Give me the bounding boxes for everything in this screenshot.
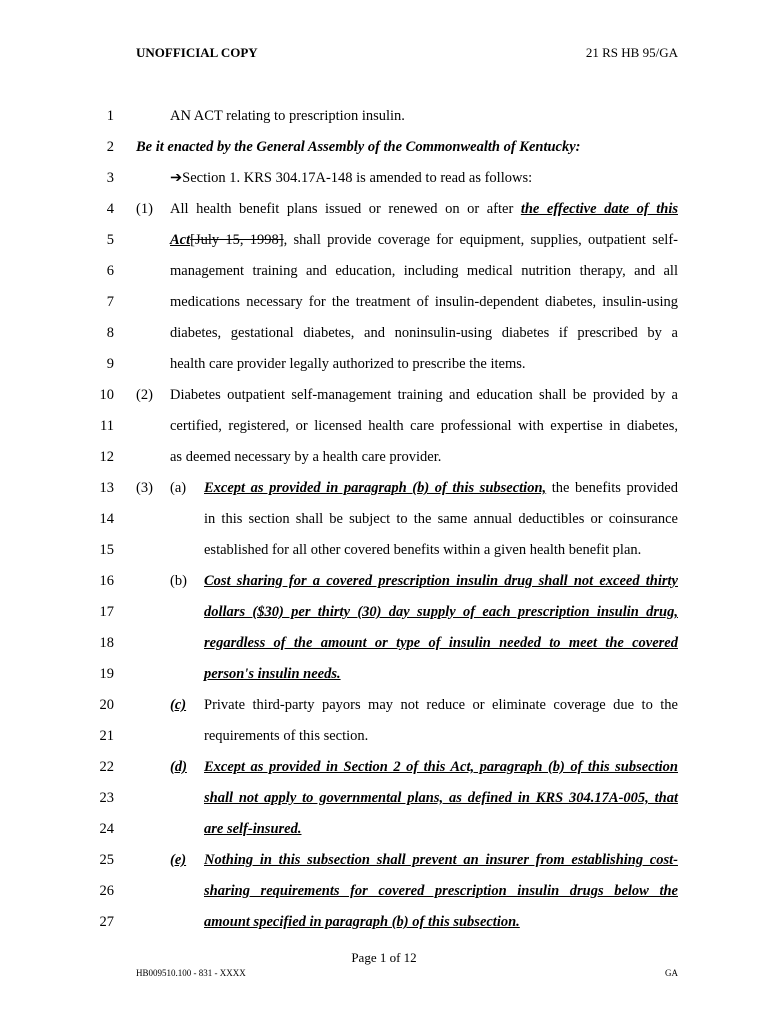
subsection-marker: (3) [136, 480, 153, 496]
document-line [0, 260, 768, 282]
line-number: 17 [99, 604, 114, 620]
line-text: management training and education, including medical nutrition therapy, and all [170, 263, 678, 279]
document-line [0, 353, 768, 375]
document-line [0, 198, 768, 220]
inserted-text: dollars ($30) per thirty (30) day supply of each prescription insulin drug, [204, 604, 678, 620]
inserted-text: Act [170, 232, 191, 248]
document-line [0, 570, 768, 592]
document-line [0, 167, 768, 189]
line-number: 13 [99, 480, 114, 496]
document-line [0, 539, 768, 561]
line-text: health care provider legally authorized to prescribe the items. [170, 356, 526, 372]
document-line [0, 291, 768, 313]
line-text: All health benefit plans issued or renewed on or after [170, 201, 521, 217]
inserted-text: Nothing in this subsection shall prevent an insurer from establishing cost- [204, 852, 678, 868]
document-line [0, 322, 768, 344]
document-line [0, 136, 768, 158]
inserted-text: shall not apply to governmental plans, as defined in KRS 304.17A-005, that [204, 790, 678, 806]
deleted-text: [July 15, 1998] [190, 232, 284, 248]
header-left: UNOFFICIAL COPY [136, 45, 258, 60]
document-line [0, 880, 768, 902]
line-number: 10 [99, 387, 114, 403]
line-number: 7 [106, 294, 114, 310]
paragraph-marker: (b) [170, 573, 187, 589]
enacting-clause: Be it enacted by the General Assembly of the Commonwealth of Kentucky: [136, 139, 581, 155]
inserted-text: the effective date of this [520, 201, 678, 217]
line-number: 14 [99, 511, 114, 527]
inserted-text: sharing requirements for covered prescription insulin drugs below the [204, 883, 678, 899]
document-line [0, 694, 768, 716]
section-heading: Section 1. KRS 304.17A-148 is amended to read as follows: [182, 170, 533, 186]
paragraph-marker: (c) [170, 697, 187, 713]
document-line [0, 849, 768, 871]
line-number: 15 [99, 542, 114, 558]
line-text: as deemed necessary by a health care provider. [170, 449, 442, 465]
document-line [0, 601, 768, 623]
line-number: 22 [99, 759, 114, 775]
document-line [0, 415, 768, 437]
line-number: 21 [99, 728, 114, 744]
line-number: 27 [99, 914, 114, 930]
inserted-text: regardless of the amount or type of insulin needed to meet the covered [204, 635, 678, 651]
document-line [0, 911, 768, 933]
line-number: 26 [99, 883, 114, 899]
line-text: requirements of this section. [204, 728, 369, 744]
document-line [0, 663, 768, 685]
inserted-text: are self-insured. [204, 821, 302, 837]
line-text: diabetes, gestational diabetes, and noninsulin-using diabetes if prescribed by a [170, 325, 678, 341]
line-number: 25 [99, 852, 114, 868]
inserted-text: Except as provided in Section 2 of this Act, paragraph (b) of this subsection [204, 759, 678, 775]
document-line [0, 818, 768, 840]
header-right: 21 RS HB 95/GA [585, 45, 678, 60]
document-line [0, 446, 768, 468]
document-line [0, 477, 768, 499]
paragraph-marker: (d) [170, 759, 187, 775]
document-line [0, 508, 768, 530]
subsection-marker: (1) [136, 201, 153, 217]
line-number: 12 [99, 449, 114, 465]
document-line [0, 632, 768, 654]
line-number: 5 [106, 232, 114, 248]
line-number: 3 [106, 170, 114, 186]
line-number: 9 [106, 356, 114, 372]
line-text: in this section shall be subject to the same annual deductibles or coinsurance [204, 511, 678, 527]
document-line [0, 725, 768, 747]
subsection-marker: (2) [136, 387, 153, 403]
document-line [0, 787, 768, 809]
inserted-text: Except as provided in paragraph (b) of this subsection, [204, 480, 547, 496]
line-number: 1 [106, 108, 114, 124]
line-number: 23 [99, 790, 114, 806]
page-number: Page 1 of 12 [351, 950, 417, 965]
line-text: medications necessary for the treatment of insulin-dependent diabetes, insulin-using [170, 294, 678, 310]
line-number: 18 [99, 635, 114, 651]
line-text: the benefits provided [546, 480, 678, 496]
footer-code: GA [665, 968, 678, 978]
line-text: , shall provide coverage for equipment, supplies, outpatient self- [283, 232, 678, 248]
inserted-text: Cost sharing for a covered prescription insulin drug shall not exceed thirty [204, 573, 678, 589]
inserted-text: amount specified in paragraph (b) of this subsection. [204, 914, 520, 930]
document-line [0, 384, 768, 406]
document-line [0, 229, 768, 251]
line-text: Diabetes outpatient self-management training and education shall be provided by a [170, 387, 678, 403]
paragraph-marker: (e) [170, 852, 187, 868]
line-text: established for all other covered benefits within a given health benefit plan. [204, 542, 642, 558]
line-number: 6 [106, 263, 114, 279]
line-text: AN ACT relating to prescription insulin. [170, 108, 405, 124]
paragraph-marker: (a) [170, 480, 187, 496]
line-text: Private third-party payors may not reduce or eliminate coverage due to the [204, 697, 678, 713]
line-number: 19 [99, 666, 114, 682]
line-number: 16 [99, 573, 114, 589]
line-number: 4 [106, 201, 114, 217]
line-number: 20 [99, 697, 114, 713]
footer-document-id: HB009510.100 - 831 - XXXX [136, 968, 246, 978]
document-line [0, 105, 768, 127]
line-number: 11 [100, 418, 114, 434]
arrow-right-icon: ➔ [170, 170, 183, 186]
line-number: 2 [106, 139, 114, 155]
line-number: 8 [106, 325, 114, 341]
line-text: certified, registered, or licensed health care professional with expertise in diabetes, [170, 418, 678, 434]
line-number: 24 [99, 821, 114, 837]
document-line [0, 756, 768, 778]
inserted-text: person's insulin needs. [204, 666, 341, 682]
